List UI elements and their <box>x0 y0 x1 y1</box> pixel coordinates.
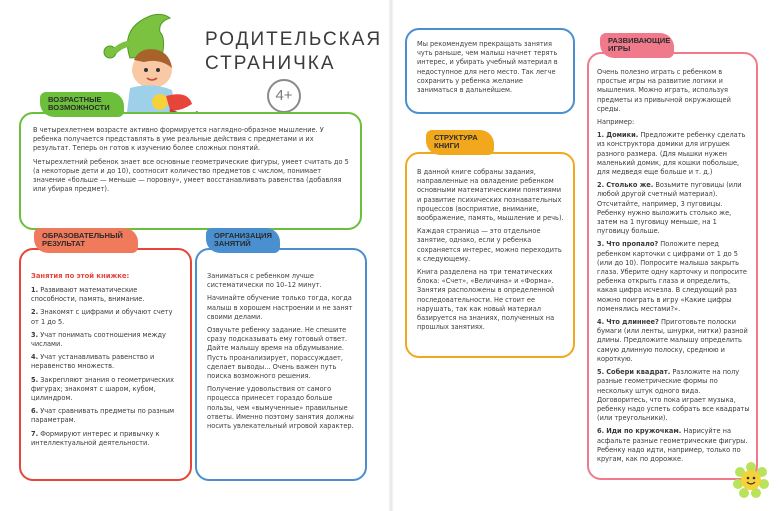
age-section-box <box>19 112 362 230</box>
org-paragraph-2: Начинайте обучение только тогда, когда малыш в хорошем настроении и не занят своими делами. <box>207 294 353 321</box>
structure-section-tag: СТРУКТУРА КНИГИ <box>426 130 494 155</box>
age-paragraph-1: В четырехлетнем возрасте активно формируется наглядно-образное мышление. У ребенка получается представлять в уме реальные действия с предметами и их результат. Теперь он готов к изучению более сложных понятий. <box>33 126 324 153</box>
games-intro: Очень полезно играть с ребенком в простые игры на развитие логики и мышления. Можно играть, используя предметы из привычной окружающей среды. <box>597 68 731 113</box>
org-section-box <box>195 248 367 481</box>
structure-paragraph-3: Книга разделена на три тематических блока: «Счет», «Величина» и «Форма». Занятия расположены в определенной последовательности. Не стоит ее нарушать, так как новый материал базируется на знаниях, полученных на прошлых занятиях. <box>417 268 555 332</box>
games-list <box>597 131 750 464</box>
edu-section-box <box>19 248 192 481</box>
recommendation-box <box>405 28 575 114</box>
list-item: 4. Что длиннее? Приготовьте полоски бумаги (или ленты, шнурки, нитки) разной длины. Предложите малышу определить самую длинную полоску, среднюю и короткую. <box>597 318 748 363</box>
age-section-tag: ВОЗРАСТНЫЕ ВОЗМОЖНОСТИ <box>40 92 124 117</box>
list-item: 3. Учат понимать соотношения между числами. <box>31 330 166 349</box>
structure-paragraph-2: Каждая страница — это отдельное занятие, однако, если у ребенка сохраняется интерес, можно переходить к следующему. <box>417 227 562 263</box>
list-item: 1. Домики. Предложите ребенку сделать из конструктора домики для игрушек разного размера. (Для мышки нужен маленький домик, для кошки побольше, для медведя еще больше и т. д.) <box>597 131 746 177</box>
edu-subhead: Занятия по этой книжке: <box>31 272 130 280</box>
list-item: 5. Закрепляют знания о геометрических фигурах; знакомят с шаром, кубом, цилиндром. <box>31 375 174 403</box>
page-title <box>205 28 382 76</box>
edu-list <box>31 286 182 448</box>
list-item: 2. Столько же. Возьмите пуговицы (или любой другой счетный материал). Отсчитайте, например, 3 пуговицы. Ребенку нужно выложить столько же, затем на 1 пуговицу меньше, на 1 пуговицу больше. <box>597 181 742 236</box>
games-section-box <box>587 52 758 480</box>
recommendation-text: Мы рекомендуем прекращать занятия чуть раньше, чем малыш начнет терять интерес, и убирать учебный материал в недоступное для него место. Так легче сохранить у ребенка желание заниматься в дальнейшем. <box>417 40 558 95</box>
age-paragraph-2: Четырехлетний ребенок знает все основные геометрические фигуры, умеет считать до 5 (а некоторые дети и до 10), соотносит количество предметов с числом, понимает значение «больше — меньше — поровну», умеет восстанавливать равенства (добавляя или убирая предмет). <box>33 157 349 194</box>
list-item: 5. Собери квадрат. Разложите на полу разные геометрические формы по нескольку штук одного вида. Договоритесь, что пока играет музыка, ребенку надо успеть собрать все квадраты (или треугольники). <box>597 368 750 423</box>
org-section-tag: ОРГАНИЗАЦИЯ ЗАНЯТИЙ <box>206 228 280 253</box>
age-badge: 4+ <box>267 79 301 113</box>
title-line-2: СТРАНИЧКА <box>205 53 336 74</box>
title-line-1: РОДИТЕЛЬСКАЯ <box>205 29 383 50</box>
list-item: 7. Формируют интерес и привычку к интеллектуальной деятельности. <box>31 429 160 447</box>
sun-flower-icon <box>733 462 769 498</box>
org-paragraph-1: Заниматься с ребенком лучше систематически по 10–12 минут. <box>207 272 322 290</box>
book-spine <box>388 0 394 511</box>
structure-section-box <box>405 152 575 358</box>
list-item: 4. Учат устанавливать равенство и неравенство множеств. <box>31 353 155 371</box>
org-paragraph-4: Получение удовольствия от самого процесса принесет гораздо больше пользы, чем «вымученные» правильные ответы. Именно поэтому занятия должны носить увлекательный игровой характер. <box>207 385 354 431</box>
list-item: 2. Знакомят с цифрами и обучают счету от 1 до 5. <box>31 308 173 326</box>
list-item: 3. Что пропало? Положите перед ребенком карточки с цифрами от 1 до 5 (или до 10). Попросите малыша закрыть глаза. Уберите одну карточку и попросите ребенка открыть глаза и определить, какая цифра исчезла. В следующий раз можно поиграть в игру «Какие цифры поменялись местами?». <box>597 240 747 313</box>
games-section-tag: РАЗВИВАЮЩИЕ ИГРЫ <box>600 33 674 58</box>
list-item: 6. Иди по кружочкам. Нарисуйте на асфальте разные геометрические фигуры. Ребенку надо идти, например, только по кругам, как по дорожке. <box>597 427 748 463</box>
org-paragraph-3: Озвучьте ребенку задание. Не спешите сразу подсказывать ему готовый ответ. Дайте малышу время на обдумывание. Пусть проанализирует, порассуждает, сделает выводы... Очень важен путь поиска возможного решения. <box>207 326 348 381</box>
structure-paragraph-1: В данной книге собраны задания, направленные на овладение ребенком основными математическими понятиями и развитие психических познавательных процессов (восприятие, внимание, воображение, память, мышление и речь). <box>417 168 564 223</box>
list-item: 1. Развивают математические способности, память, внимание. <box>31 286 145 304</box>
edu-section-tag: ОБРАЗОВАТЕЛЬНЫЙ РЕЗУЛЬТАТ <box>34 228 138 253</box>
games-example-label: Например: <box>597 118 635 127</box>
list-item: 6. Учат сравнивать предметы по разным параметрам. <box>31 407 175 425</box>
